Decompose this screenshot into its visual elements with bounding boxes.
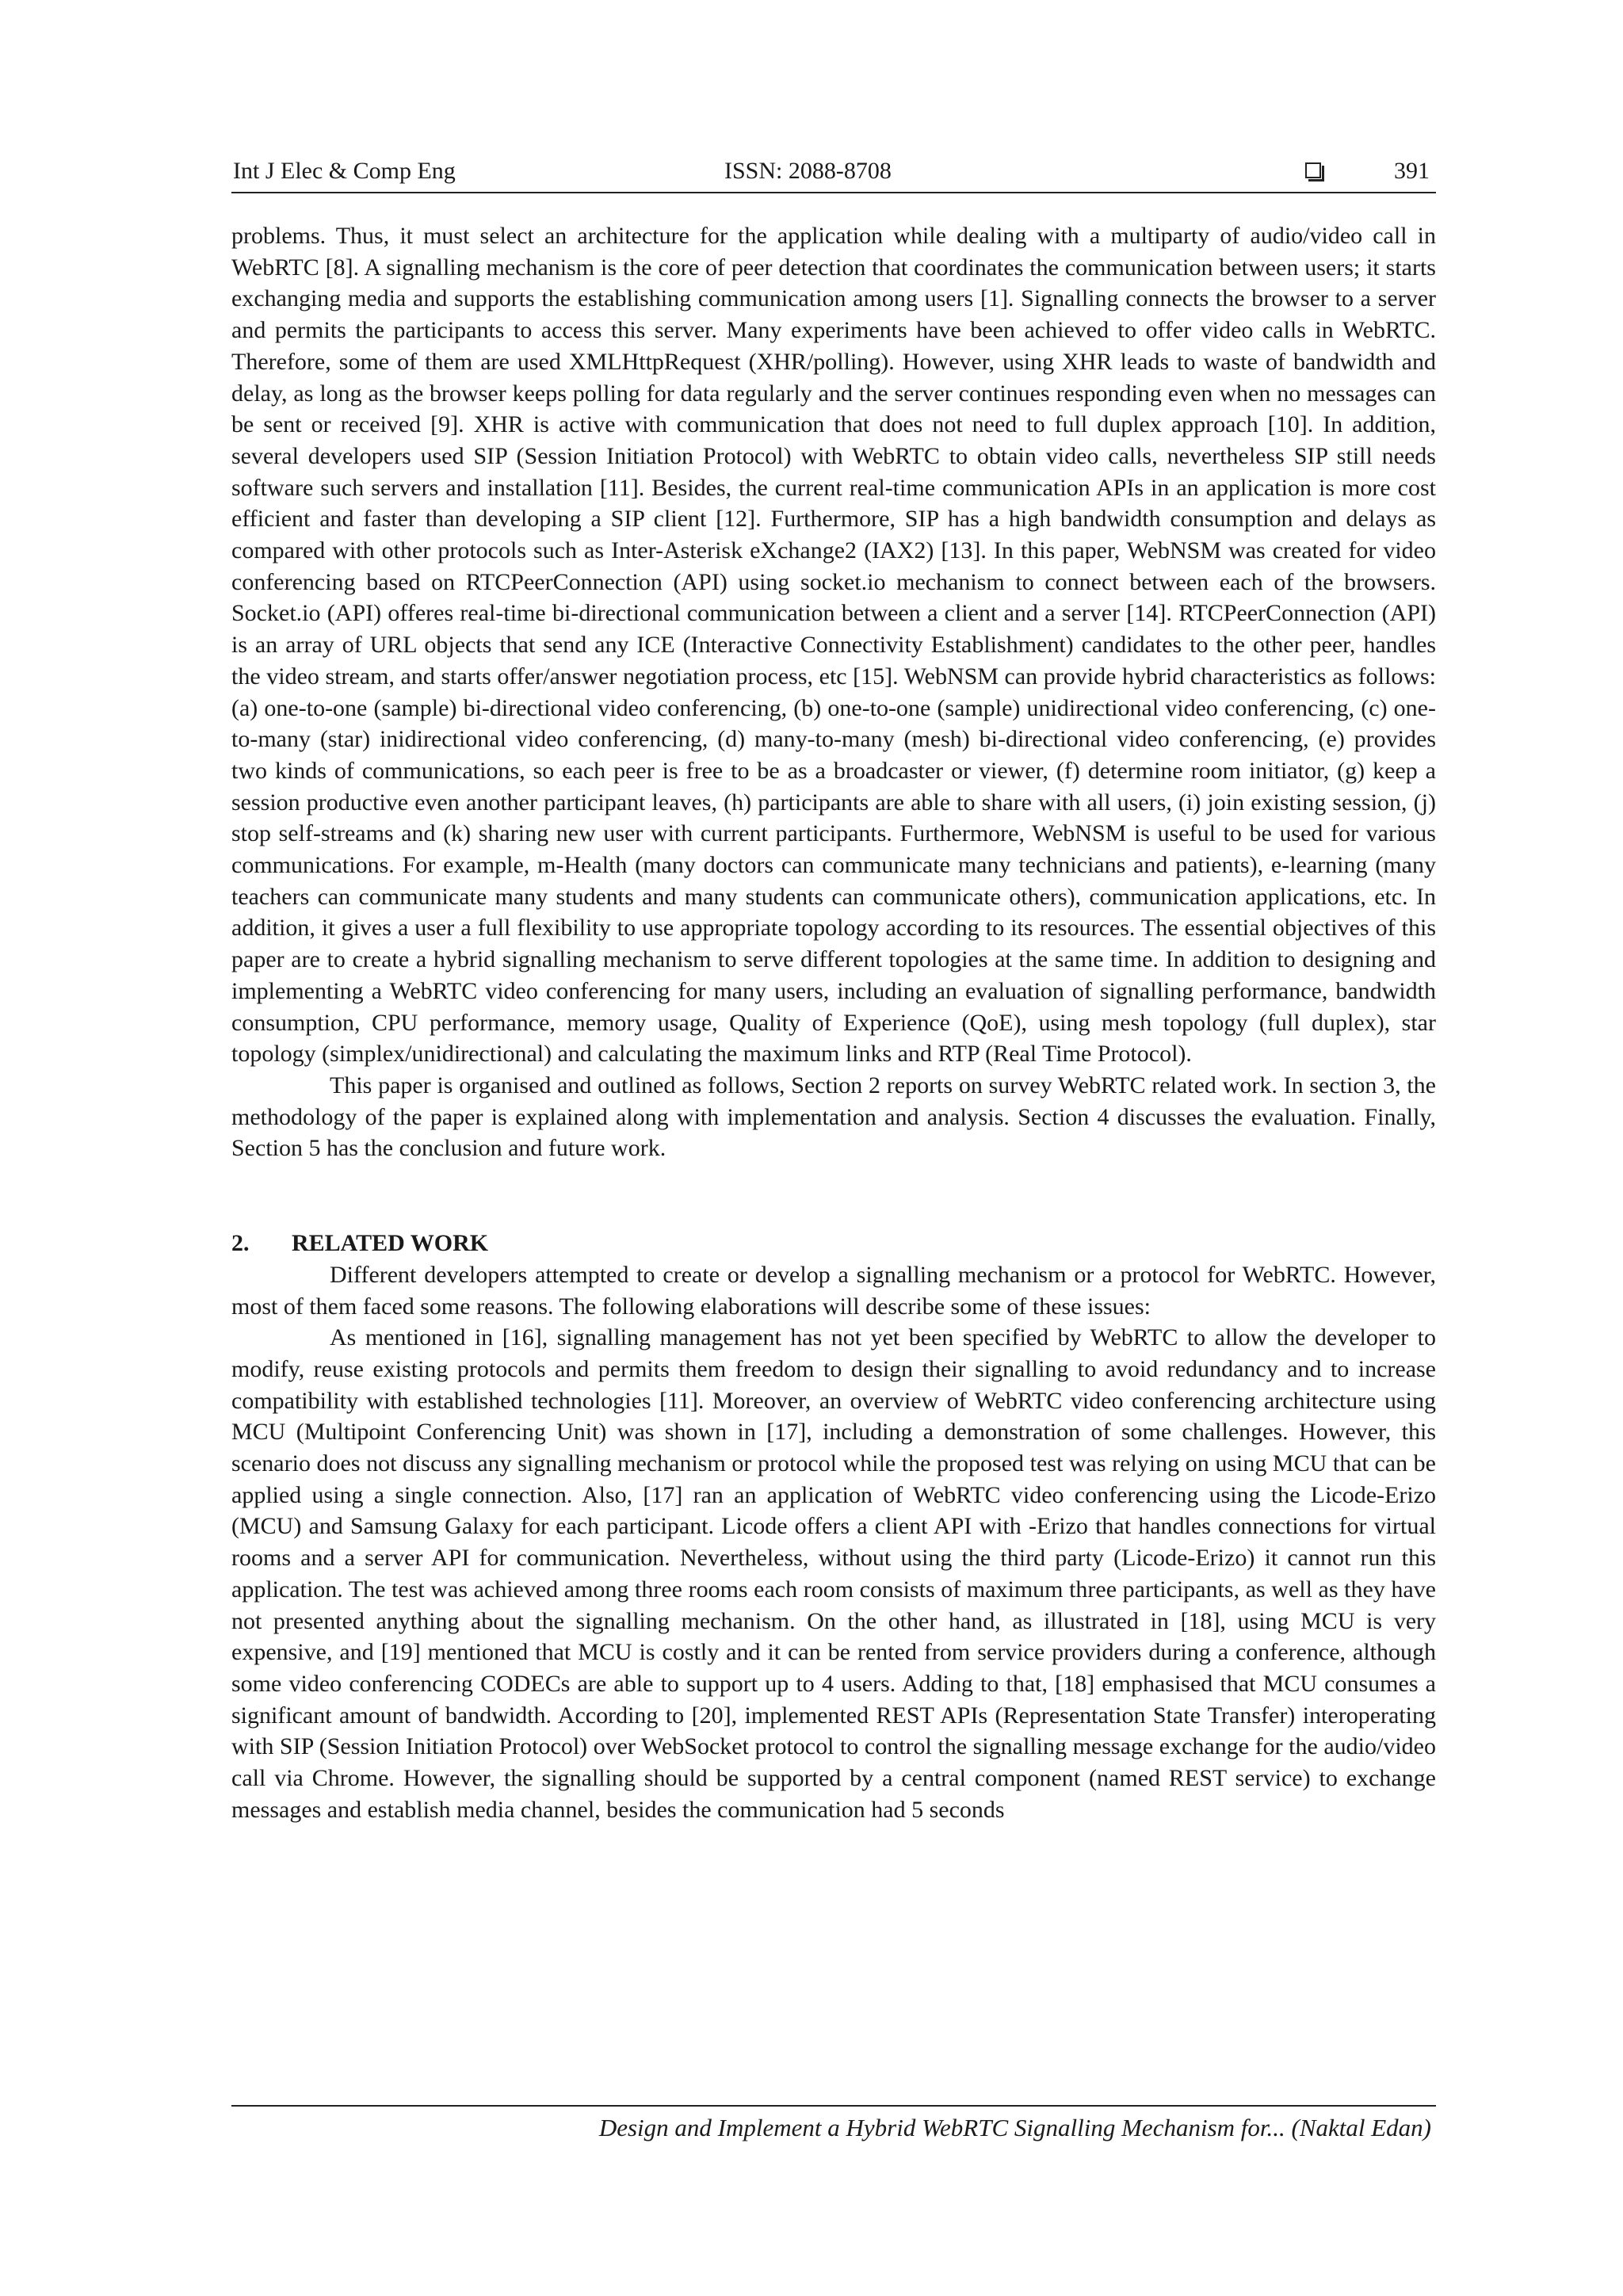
running-header	[231, 155, 1436, 193]
journal-name: Int J Elec & Comp Eng	[233, 158, 456, 184]
related-work-paragraph-2: As mentioned in [16], signalling management has not yet been specified by WebRTC to allow the developer to modify, reuse existing protocols and permits them freedom to design their signalling to avoid redundancy and to increase compatibility with established technologies [11]. Moreover, an overview of WebRTC video conferencing architecture using MCU (Multipoint Conferencing Unit) was shown in [17], including a demonstration of some challenges. However, this scenario does not discuss any signalling mechanism or protocol while the proposed test was relying on using MCU that can be applied using a single connection. Also, [17] ran an application of WebRTC video conferencing using the Licode-Erizo (MCU) and Samsung Galaxy for each participant. Licode offers a client API with -Erizo that handles connections for virtual rooms and a server API for communication. Nevertheless, without using the third party (Licode-Erizo) it cannot run this application. The test was achieved among three rooms each room consists of maximum three participants, as well as they have not presented anything about the signalling mechanism. On the other hand, as illustrated in [18], using MCU is very expensive, and [19] mentioned that MCU is costly and it can be rented from service providers during a conference, although some video conferencing CODECs are able to support up to 4 users. Adding to that, [18] emphasised that MCU consumes a significant amount of bandwidth. According to [20], implemented REST APIs (Representation State Transfer) interoperating with SIP (Session Initiation Protocol) over WebSocket protocol to control the signalling message exchange for the audio/video call via Chrome. However, the signalling should be supported by a central component (named REST service) to exchange messages and establish media channel, besides the communication had 5 seconds	[231, 1324, 1436, 1823]
issn: ISSN: 2088-8708	[724, 158, 892, 184]
page-number: 391	[1394, 158, 1430, 184]
checkbox-square-icon	[1305, 162, 1321, 178]
section-heading-related-work	[231, 1228, 1436, 1259]
related-work-paragraph-1: Different developers attempted to create or develop a signalling mechanism or a protocol for WebRTC. However, most of them faced some reasons. The following elaborations will describe some of these issues:	[231, 1261, 1436, 1320]
running-footer	[231, 2105, 1436, 2145]
paper-page	[231, 0, 1436, 2296]
intro-paragraph: problems. Thus, it must select an architecture for the application while dealing with a multiparty of audio/video call in WebRTC [8]. A signalling mechanism is the core of peer detection that coordinates the communication between users; it starts exchanging media and supports the establishing communication among users [1]. Signalling connects the browser to a server and permits the participants to access this server. Many experiments have been achieved to offer video calls in WebRTC. Therefore, some of them are used XMLHttpRequest (XHR/polling). However, using XHR leads to waste of bandwidth and delay, as long as the browser keeps polling for data regularly and the server continues responding even when no messages can be sent or received [9]. XHR is active with communication that does not need to full duplex approach [10]. In addition, several developers used SIP (Session Initiation Protocol) with WebRTC to obtain video calls, nevertheless SIP still needs software such servers and installation [11]. Besides, the current real-time communication APIs in an application is more cost efficient and faster than developing a SIP client [12]. Furthermore, SIP has a high bandwidth consumption and delays as compared with other protocols such as Inter-Asterisk eXchange2 (IAX2) [13]. In this paper, WebNSM was created for video conferencing based on RTCPeerConnection (API) using socket.io mechanism to connect between each of the browsers. Socket.io (API) offeres real-time bi-directional communication between a client and a server [14]. RTCPeerConnection (API) is an array of URL objects that send any ICE (Interactive Connectivity Establishment) candidates to the other peer, handles the video stream, and starts offer/answer negotiation process, etc [15]. WebNSM can provide hybrid characteristics as follows: (a) one-to-one (sample) bi-directional video conferencing, (b) one-to-one (sample) unidirectional video conferencing, (c) one-to-many (star) inidirectional video conferencing, (d) many-to-many (mesh) bi-directional video conferencing, (e) provides two kinds of communications, so each peer is free to be as a broadcaster or viewer, (f) determine room initiator, (g) keep a session productive even another participant leaves, (h) participants are able to share with all users, (i) join existing session, (j) stop self-streams and (k) sharing new user with current participants. Furthermore, WebNSM is useful to be used for various communications. For example, m-Health (many doctors can communicate many technicians and patients), e-learning (many teachers can communicate many students and many students can communicate others), communication applications, etc. In addition, it gives a user a full flexibility to use appropriate topology according to its resources. The essential objectives of this paper are to create a hybrid signalling mechanism to serve different topologies at the same time. In addition to designing and implementing a WebRTC video conferencing for many users, including an evaluation of signalling performance, bandwidth consumption, CPU performance, memory usage, Quality of Experience (QoE), using mesh topology (full duplex), star topology (simplex/unidirectional) and calculating the maximum links and RTP (Real Time Protocol).	[231, 223, 1436, 1068]
section-number: 2.	[231, 1230, 250, 1257]
running-title: Design and Implement a Hybrid WebRTC Signalling Mechanism for... (Naktal Edan)	[598, 2114, 1431, 2141]
main-content	[231, 220, 1436, 1825]
section-spacer	[231, 1164, 1436, 1228]
section-title: RELATED WORK	[292, 1230, 489, 1257]
outline-paragraph: This paper is organised and outlined as follows, Section 2 reports on survey WebRTC related work. In section 3, the methodology of the paper is explained along with implementation and analysis. Section 4 discusses the evaluation. Finally, Section 5 has the conclusion and future work.	[231, 1072, 1436, 1162]
